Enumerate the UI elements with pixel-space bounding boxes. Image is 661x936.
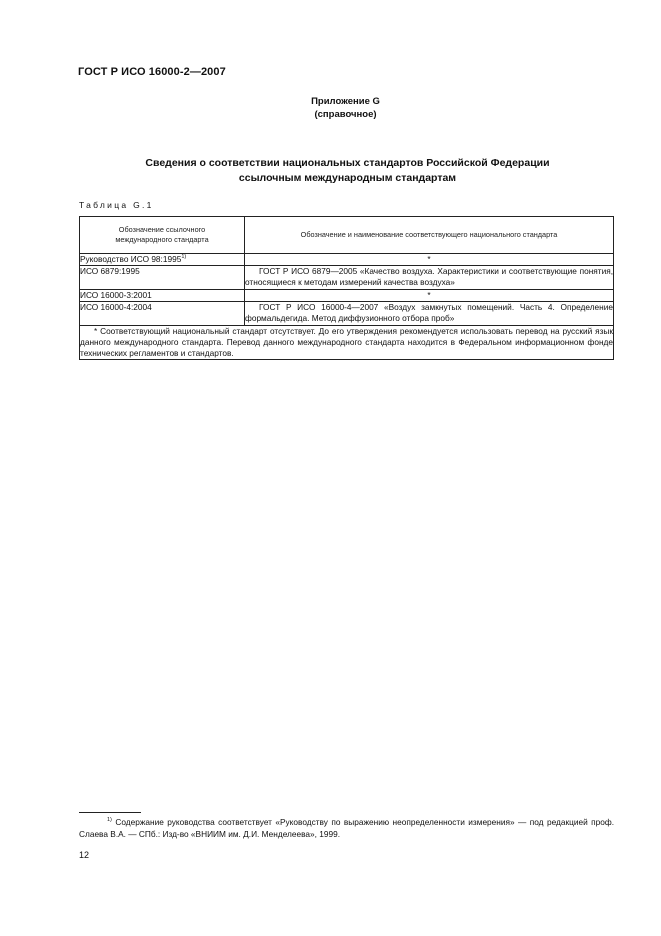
annex-title: Приложение G: [311, 96, 380, 107]
header-label-international: Обозначение ссылочного международного стандарта: [115, 225, 209, 244]
ref-designation: ИСО 6879:1995: [80, 266, 140, 276]
ref-cell: [80, 302, 245, 326]
ref-cell: [80, 290, 245, 302]
footnote-marker: 1): [181, 254, 187, 260]
footnote-marker: 1): [107, 817, 112, 823]
section-title-line1: Сведения о соответствии национальных стандартов Российской Федерации: [145, 157, 550, 169]
header-cell-international: [80, 217, 245, 254]
page-number: 12: [79, 850, 90, 860]
footnote-separator: [79, 812, 141, 813]
annex-status: (справочное): [314, 109, 377, 120]
table-header-row: [80, 217, 614, 254]
nat-cell: [245, 254, 614, 266]
correspondence-table: [79, 216, 614, 360]
table-row: [80, 254, 614, 266]
table-row: [80, 266, 614, 290]
footnote-text-block: [79, 816, 614, 840]
footnote-text: Содержание руководства соответствует «Руководству по выражению неопределенности измерения» — под редакцией проф. Слаева В.А. — СПб.: Изд-во «ВНИИМ им. Д.И. Менделеева», 1999.: [79, 817, 615, 839]
table-row: [80, 290, 614, 302]
document-code: ГОСТ Р ИСО 16000-2—2007: [78, 66, 226, 78]
nat-designation: *: [427, 290, 431, 300]
nat-cell: [245, 266, 614, 290]
section-title-line2: ссылочным международным стандартам: [238, 172, 457, 184]
table-note-row: [80, 326, 614, 360]
table-note: * Соответствующий национальный стандарт отсутствует. До его утверждения рекомендуется использовать перевод на русский язык данного международного стандарта. Перевод данного международного стандарта находится в Федеральном информационном фонде технических регламентов и стандартов.: [80, 326, 613, 358]
footnote: [79, 816, 614, 840]
annex-heading: [0, 95, 661, 121]
table-note-cell: [80, 326, 614, 360]
table-caption: Таблица G.1: [79, 200, 154, 210]
nat-designation: ГОСТ Р ИСО 16000-4—2007 «Воздух замкнутых помещений. Часть 4. Определение формальдегида. Метод диффузионного отбора проб»: [245, 302, 613, 323]
header-cell-national: [245, 217, 614, 254]
ref-cell: [80, 266, 245, 290]
nat-designation: *: [427, 254, 431, 264]
table-row: [80, 302, 614, 326]
ref-designation: ИСО 16000-3:2001: [80, 290, 152, 300]
nat-cell: [245, 290, 614, 302]
nat-cell: [245, 302, 614, 326]
ref-designation: ИСО 16000-4:2004: [80, 302, 152, 312]
section-title: [80, 156, 615, 186]
ref-cell: [80, 254, 245, 266]
header-label-national: Обозначение и наименование соответствующего национального стандарта: [300, 230, 558, 239]
nat-designation: ГОСТ Р ИСО 6879—2005 «Качество воздуха. Характеристики и соответствующие понятия, относящиеся к методам измерений качества воздуха»: [245, 266, 613, 287]
ref-designation: Руководство ИСО 98:1995: [80, 254, 182, 264]
